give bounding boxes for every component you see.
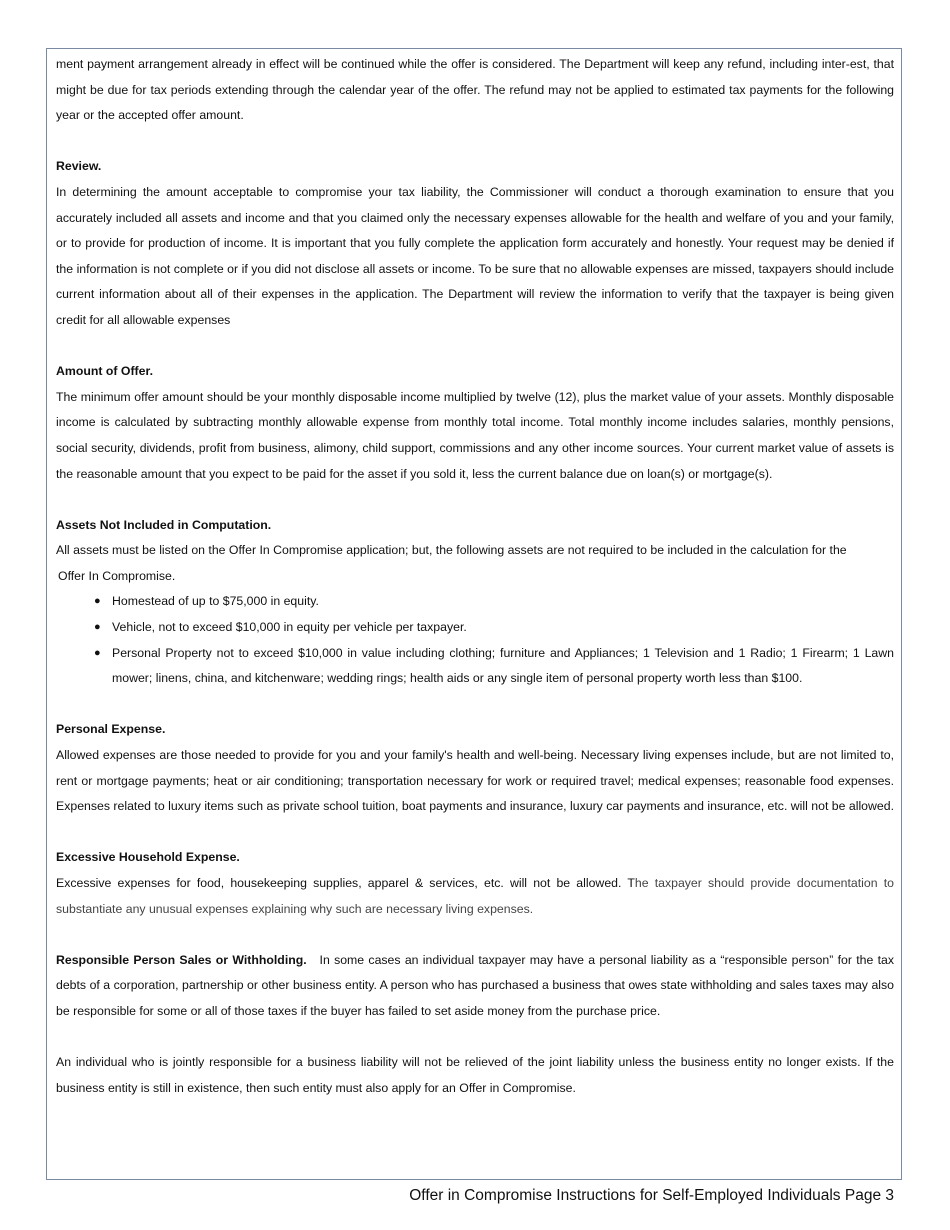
list-item: ● Homestead of up to $75,000 in equity. <box>94 589 894 615</box>
intro-paragraph: ment payment arrangement already in effect will be continued while the offer is considered. The Department will keep any refund, including inter-est, that might be due for tax periods extending through the calendar year of the offer. The refund may not be applied to estimated tax payments for the following year or the accepted offer amount. <box>56 57 894 123</box>
joint-liability-paragraph: An individual who is jointly responsible for a business liability will not be relieved of the joint liability unless the business entity no longer exists. If the business entity is still in existence, then such entity must also apply for an Offer in Compromise. <box>56 1055 894 1095</box>
responsible-person-paragraph: Responsible Person Sales or Withholding. In some cases an individual taxpayer may have a personal liability as a “responsible person” for the tax debts of a corporation, partnership or other business entity. A person who has purchased a business that owes state withholding and sales taxes may also be responsible for some or all of those taxes if the buyer has failed to set aside money from the purchase price. <box>56 952 894 1018</box>
document-body <box>56 52 894 1101</box>
amount-of-offer-paragraph: The minimum offer amount should be your monthly disposable income multiplied by twelve (12), plus the market value of your assets. Monthly disposable income is calculated by subtracting monthly allowable expense from monthly total income. Total monthly income includes salaries, monthly pensions, social security, dividends, profit from business, alimony, child support, commissions and any other income sources. Your current market value of assets is the reasonable amount that you expect to be paid for the asset if you sold it, less the current balance due on loan(s) or mortgage(s). <box>56 389 894 481</box>
excessive-household-expense-paragraph: Excessive expenses for food, housekeeping supplies, apparel & services, etc. will not be allowed. The taxpayer should provide documentation to substantiate any unusual expenses explaining why such are necessary living expenses. <box>56 876 894 916</box>
list-item: ● Vehicle, not to exceed $10,000 in equity per vehicle per taxpayer. <box>94 615 894 641</box>
excessive-household-expense-heading: Excessive Household Expense. <box>56 850 240 865</box>
assets-paragraph-line2: Offer In Compromise. <box>58 568 176 583</box>
bullet-icon: ● <box>94 621 101 634</box>
list-item: ● Personal Property not to exceed $10,000 in value including clothing; furniture and Appliances; 1 Television and 1 Radio; 1 Firearm; 1 Lawn mower; linens, china, and kitchenware; wedding rings; health aids or any single item of personal property worth less than $100. <box>94 641 894 692</box>
bullet-icon: ● <box>94 595 101 608</box>
assets-paragraph-line1: All assets must be listed on the Offer In Compromise application; but, the following assets are not required to be included in the calculation for the <box>56 543 847 558</box>
assets-not-included-heading: Assets Not Included in Computation. <box>56 517 272 532</box>
personal-expense-heading: Personal Expense. <box>56 722 166 737</box>
personal-expense-paragraph: Allowed expenses are those needed to provide for you and your family's health and well-being. Necessary living expenses include, but are not limited to, rent or mortgage payments; heat or air conditioning; transportation necessary for work or required travel; medical expenses; reasonable food expenses. Expenses related to luxury items such as private school tuition, boat payments and insurance, luxury car payments and insurance, etc. will not be allowed. <box>56 748 894 814</box>
review-heading: Review. <box>56 159 102 174</box>
bullet-icon: ● <box>94 646 101 659</box>
page-footer: Offer in Compromise Instructions for Self-Employed Individuals Page 3 <box>409 1187 894 1204</box>
assets-bullet-list <box>56 589 894 691</box>
amount-of-offer-heading: Amount of Offer. <box>56 364 153 379</box>
review-paragraph: In determining the amount acceptable to compromise your tax liability, the Commissioner will conduct a thorough examination to ensure that you accurately included all assets and income and that you claimed only the necessary expenses allowable for the health and welfare of you and your family, or to provide for production of income. It is important that you fully complete the application form accurately and honestly. Your request may be denied if the information is not complete or if you did not disclose all assets or income. To be sure that no allowable expenses are missed, taxpayers should include current information about all of their expenses in the application. The Department will review the information to verify that the taxpayer is being given credit for all allowable expenses <box>56 184 894 327</box>
responsible-person-heading: Responsible Person Sales or Withholding. <box>56 952 307 967</box>
